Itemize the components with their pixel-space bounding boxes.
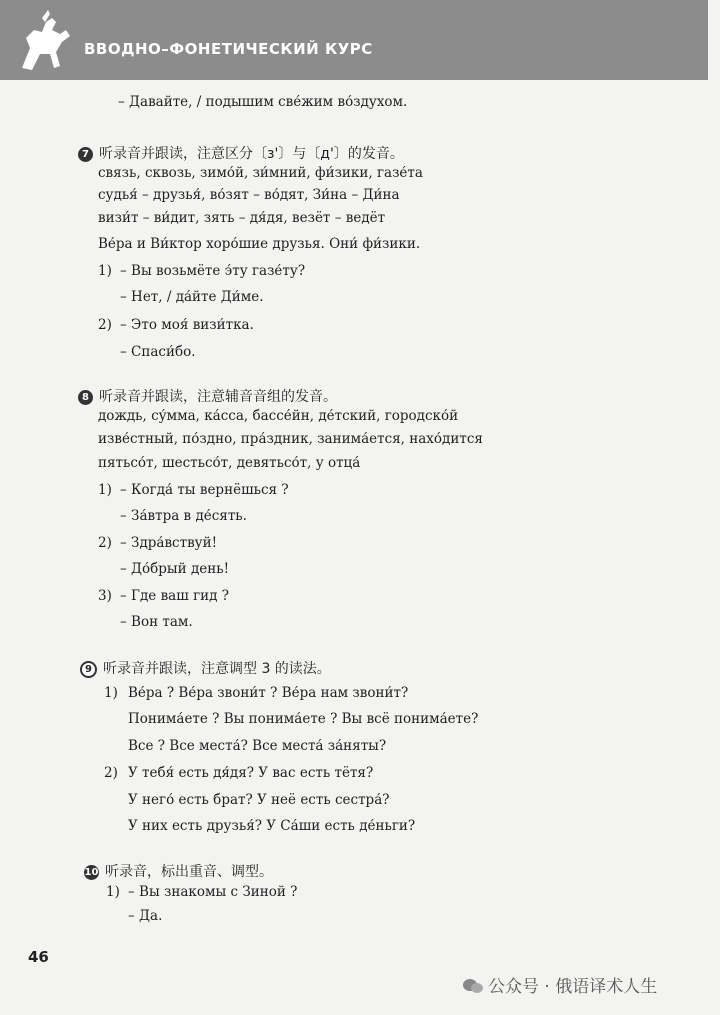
task-7-number: 7 <box>78 147 93 162</box>
intonation-line: Все ? Все места́? Все места́ за́няты? <box>128 738 387 754</box>
dialogue-line: – Да. <box>128 908 163 924</box>
dialogue-line: – Спаси́бо. <box>120 344 196 360</box>
task-9-number: 9 <box>80 661 97 678</box>
dialogue-number: 3) <box>98 588 112 604</box>
task-8-word-line: пятьсо́т, шестьсо́т, девятьсо́т, у отца́ <box>98 455 361 471</box>
task-7-word-line: визи́т – ви́дит, зять – дя́дя, везёт – ведёт <box>98 210 386 226</box>
task-8-dialogue-2 <box>98 534 112 552</box>
watermark <box>462 972 657 997</box>
task-8-title <box>78 386 337 406</box>
intonation-line: У тебя́ есть дя́дя? У вас есть тётя? <box>128 765 374 781</box>
dialogue-line: – Вы знакомы с Зиной ? <box>128 884 298 900</box>
dialogue-line: – Здра́вствуй! <box>120 535 218 551</box>
wechat-icon <box>462 977 484 995</box>
task-10-dialogue-1 <box>106 883 120 901</box>
task-7-title <box>78 143 404 163</box>
top-line: – Давайте, / подышим све́жим во́здухом. <box>118 94 408 110</box>
task-10-title <box>84 861 273 881</box>
dialogue-number: 2) <box>98 535 112 551</box>
dialogue-line: – До́брый день! <box>120 561 230 577</box>
task-9-instruction: 听录音并跟读，注意调型 3 的读法。 <box>103 661 331 677</box>
task-9-group-1 <box>104 684 118 702</box>
task-7-word-line: судья́ – друзья́, во́зят – во́дят, Зи́на – Ди́на <box>98 187 400 203</box>
task-8-dialogue-1 <box>98 481 112 499</box>
dialogue-line: – Когда́ ты вернёшься ? <box>120 482 289 498</box>
task-9-group-2 <box>104 764 118 782</box>
dialogue-line: – Вы возьмёте э́ту газе́ту? <box>120 263 306 279</box>
task-8-number: 8 <box>78 390 93 405</box>
intonation-line: Ве́ра ? Ве́ра звони́т ? Ве́ра нам звони́т? <box>128 685 409 701</box>
task-10-instruction: 听录音，标出重音、调型。 <box>105 864 273 880</box>
watermark-text: 公众号 · 俄语译术人生 <box>488 977 658 997</box>
intonation-line: У него́ есть брат? У неё есть сестра́? <box>128 792 390 808</box>
task-7-dialogue-1 <box>98 262 112 280</box>
dialogue-number: 2) <box>98 317 112 333</box>
task-8-dialogue-3 <box>98 587 112 605</box>
dialogue-line: – Это моя́ визи́тка. <box>120 317 254 333</box>
task-10-number: 10 <box>84 867 99 878</box>
dialogue-line: – Где ваш гид ? <box>120 588 229 604</box>
task-7-word-line: связь, сквозь, зимо́й, зи́мний, фи́зики, газе́та <box>98 165 423 181</box>
task-8-word-line: изве́стный, по́здно, пра́здник, занима́ется, нахо́дится <box>98 431 483 447</box>
task-8-word-line: дождь, су́мма, ка́сса, бассе́йн, де́тский, городско́й <box>98 408 459 424</box>
horse-rider-icon <box>12 8 74 76</box>
group-number: 1) <box>104 685 118 701</box>
dialogue-number: 1) <box>98 263 112 279</box>
task-7-word-line: Ве́ра и Ви́ктор хоро́шие друзья. Они́ фи́зики. <box>98 236 421 252</box>
task-8-instruction: 听录音并跟读，注意辅音音组的发音。 <box>99 389 337 405</box>
group-number: 2) <box>104 765 118 781</box>
dialogue-line: – Вон там. <box>120 614 193 630</box>
dialogue-number: 1) <box>98 482 112 498</box>
header-title: ВВОДНО–ФОНЕТИЧЕСКИЙ КУРС <box>84 40 373 58</box>
chapter-header <box>0 0 708 80</box>
intonation-line: У них есть друзья́? У Са́ши есть де́ньги? <box>128 818 416 834</box>
dialogue-line: – За́втра в де́сять. <box>120 508 247 524</box>
task-9-title <box>80 658 331 678</box>
task-7-instruction: 听录音并跟读，注意区分〔з'〕与〔д'〕的发音。 <box>99 146 404 162</box>
intonation-line: Понима́ете ? Вы понима́ете ? Вы всё понима́ете? <box>128 711 479 727</box>
page-number: 46 <box>28 948 49 966</box>
task-7-dialogue-2 <box>98 316 112 334</box>
dialogue-line: – Нет, / да́йте Ди́ме. <box>120 289 264 305</box>
dialogue-number: 1) <box>106 884 120 900</box>
